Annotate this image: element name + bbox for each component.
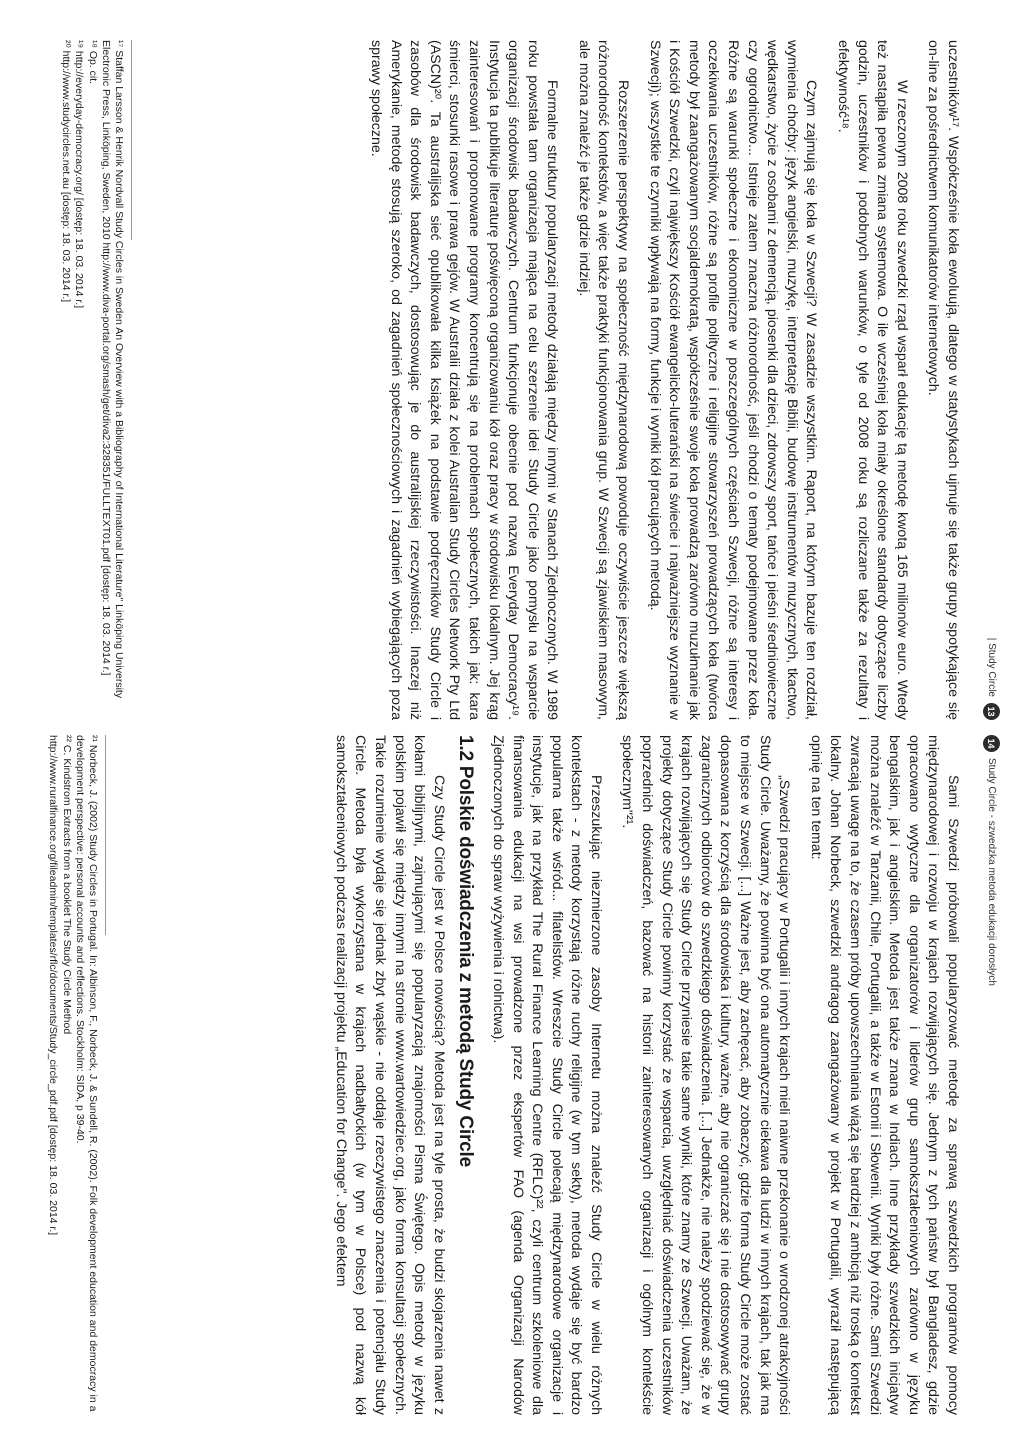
page-number-badge-13: 13: [983, 703, 1000, 720]
running-header-14: [983, 735, 1000, 986]
body-text-13: [353, 40, 962, 720]
footnote: ²² C. Kindstrom Extracts from a booklet The Study Circle Method http://www.ruralfinance.org/fileadmin/templates/rflc/documents/Study_circle_pdf.pdf [dostęp: 18. 03. 2014 r.]: [47, 735, 73, 1236]
header-text-13: | Study Circle: [986, 637, 997, 697]
footnote: ¹⁸ Op. cit.: [86, 40, 99, 85]
footnote-rule: [105, 735, 106, 935]
paragraph: Sami Szwedzi próbowali popularyzować metodę za sprawą szwedzkich programów pomocy międzynarodowej i rozwoju w krajach rozwijających się. Jednym z tych państw był Bangladesz, gdzie opracowano wytyczne dla organizatorów i liderów grup samokształceniowych zarówno w języku bengalskim, jak i angielskim. Metoda jest także znana w Indiach. Inne przykłady szwedzkich inicjatyw można znaleźć w Tanzanii, Chile, Portugalii, a także w Estonii i Słowenii. Wyniki były różne. Sami Szwedzi zwracają uwagę na to, że czasem próby upowszechniania wiążą się bardziej z ambicją niż troską o kontekst lokalny. Johan Norbeck, szwedzki andragog zaangażowany w projekt w Portugalii, wyraził następującą opinię na ten temat:: [807, 735, 961, 1415]
paragraph: uczestników¹⁷. Współcześnie koła ewoluują, dlatego w statystykach ujmuje się także grupy spotykające się on-line za pośrednictwem komunikatorów internetowych.: [925, 40, 961, 720]
page-13: [0, 40, 1024, 720]
footnote: ¹⁹ http://everyday-democracy.org/ [dostęp: 18. 03. 2014 r.]: [73, 40, 86, 309]
header-text-14: Study Circle - szwedzka metoda edukacji dorosłych: [986, 758, 997, 986]
page-14: [0, 735, 1024, 1415]
body-text-14: [320, 735, 962, 1415]
footnote: ²⁰ http://www.studycircles.net.au [dostęp: 18. 03. 2014 r.]: [60, 40, 73, 303]
footnote-rule: [131, 40, 132, 240]
paragraph: Czy Study Circle jest w Polsce nowością? Metoda jest na tyle prosta, że budzi skojarzenia nawet z kołami biblijnymi, zajmującymi się popularyzacją znajomości Pisma Świętego. Opis metody w języku polskim pojawił się między innymi na stronie www.wartowiedziec.org, jako forma konsultacji społecznych. Takie rozumienie wydaje się jednak zbyt wąskie - nie oddaje rzeczywistego znaczenia i potencjału Study Circle. Metoda była wykorzystana w krajach nadbałtyckich (w tym w Polsce) pod nazwą kół samokształceniowych podczas realizacji projektu „Education for Change". Jego efektem: [332, 735, 447, 1415]
footnote: ¹⁷ Staffan Larsson & Henrik Nordvall Study Circles in Sweden An Overview with a Bibliography of International Literature" Linköping University Electronic Press, Linköping, Sweden, 2010 http://www.diva-portal.org/smash/get/diva2:328351/FULLTEXT01.pdf [dostęp: 18. 03. 2014 r.]: [99, 40, 125, 699]
quotation: „Szwedzi pracujący w Portugalii i innych krajach mieli naiwne przekonanie o wrodzonej atrakcyjności Study Circle. Uważamy, że powinna być ona automatycznie ciekawa dla ludzi w innych krajach, tak jak ma to miejsce w Szwecji. [...] Ważne jest, aby zachęcać, aby zobaczyć, gdzie forma Study Circle może zostać dopasowana z korzyścią dla środowiska i kultury, ważne, aby nie ograniczać się i nie dostosowywać grupy zagranicznych odbiorców do szwedzkiego doświadczenia. [...] Jednakże, nie należy spodziewać się, że w krajach rozwijających się Study Circle przyniesie takie same wyniki, które znamy ze Szwecji. Uważam, że projekty dotyczące Study Circle powinny korzystać ze wsparcia, uwzględniać doświadczenia uczestników poprzednich doświadczeń, bazować na historii zainteresowanych organizacji i ogólnym kontekście społecznym"²¹.: [619, 735, 793, 1415]
footnotes-14: [46, 735, 106, 1415]
paragraph: W rzeczonym 2008 roku szwedzki rząd wsparł edukację tą metodę kwotą 165 milionów euro. Wtedy też nastąpiła pewna zmiana systemowa. O ile wcześniej koła miały określone standardy dotyczące liczby godzin, uczestników i podobnych warunków, o tyle od 2008 roku są rozliczane także za rezultaty i efektywność¹⁸.: [835, 40, 910, 720]
section-heading: 1.2 Polskie doświadczenia z metodą Study Circle: [455, 735, 477, 1167]
paragraph: Formalne struktury popularyzacji metody działają między innymi w Stanach Zjednoczonych. W 1989 roku powstała tam organizacja mająca na celu szerzenie idei Study Circle jako pomysłu na wsparcie organizacji środowisk badawczych. Centrum funkcjonuje obecnie pod nazwą Everyday Democracy¹⁹. Instytucja ta publikuje literaturę poświęconą organizowaniu kół oraz pracy w środowisku lokalnym. Jej krąg zainteresowań i proponowane programy koncentrują się na problemach społecznych, takich jak: kara śmierci, stosunki rasowe i prawa gejów. W Australii działa z kolei Australian Study Circles Network Pty Ltd (ASCN)²⁰. Ta australijska sieć opublikowała kilka książek na podstawie podręczników Study Circle i zasobów dla środowisk badawczych, dostosowując je do australijskiej rzeczywistości. Inaczej niż Amerykanie, metodę stosują szeroko, od zagadnień społecznościowych i zagadnień wybiegających poza sprawy społeczne.: [367, 40, 561, 720]
paragraph: Przeszukując niezmierzone zasoby Internetu można znaleźć Study Circle w wielu różnych kontekstach - z metody korzystają różne ruchy religijne (w tym sekty), metoda wydaje się być bardzo popularna także wśród... filatelistów. Wreszcie Study Circle polecają międzynarodowe organizacje i instytucje, jak na przykład The Rural Finance Learning Centre (RFLC)²², czyli centrum szkoleniowe dla finansowania edukacji na wsi prowadzone przez ekspertów FAO (agenda Organizacji Narodów Zjednoczonych do spraw wyżywienia i rolnictwa).: [489, 735, 604, 1415]
paragraph: Rozszerzenie perspektywy na społeczność międzynarodową powoduje oczywiście jeszcze większą różnorodność kontekstów, a więc także praktyki funkcjonowania grup. W Szwecji są zjawiskiem masowym, ale można znaleźć je także gdzie indziej.: [575, 40, 632, 720]
paragraph: Czym zajmują się koła w Szwecji? W zasadzie wszystkim. Raport, na którym bazuje ten rozdział, wymienia choćby: język angielski, muzykę, interpretację Biblii, budowę instrumentów muzycznych, tkactwo, wędkarstwo, życie z osobami z demencją, piosenki dla dzieci, zdrowszy sport, tańce i pieśni średniowieczne czy ogrodnictwo... Istnieje zatem znaczna różnorodność, jeśli chodzi o tematy podejmowane przez koła. Różne są warunki społeczne i ekonomiczne w poszczególnych częściach Szwecji, różne są interesy i oczekiwania uczestników, różne są profile polityczne i religijne stowarzyszeń prowadzących koła (twórca metody był zaangażowanym socjaldemokratą, współcześnie swoje koła prowadzą zarówno muzułmanie jak i Kościół Szwedzki, czyli największy Kościół ewangelicko-luterański na świecie i najważniejsze wyznanie w Szwecji); wszystkie te czynniki wpływają na formy, funkcje i wyniki kół pracujących metodą.: [646, 40, 820, 720]
footnote: ²¹ Norbeck, J. (2002) Study Circles in Portugal. In: Albinson, F., Norbeck, J. & Sundell, R. (2002). Folk development education and democracy in a development perspective: personal accounts and reflections. Stockholm: SIDA, p 39-40.: [73, 735, 99, 1412]
running-header-13: [983, 638, 1000, 720]
page-number-badge-14: 14: [983, 735, 1000, 752]
footnotes-13: [59, 40, 132, 720]
